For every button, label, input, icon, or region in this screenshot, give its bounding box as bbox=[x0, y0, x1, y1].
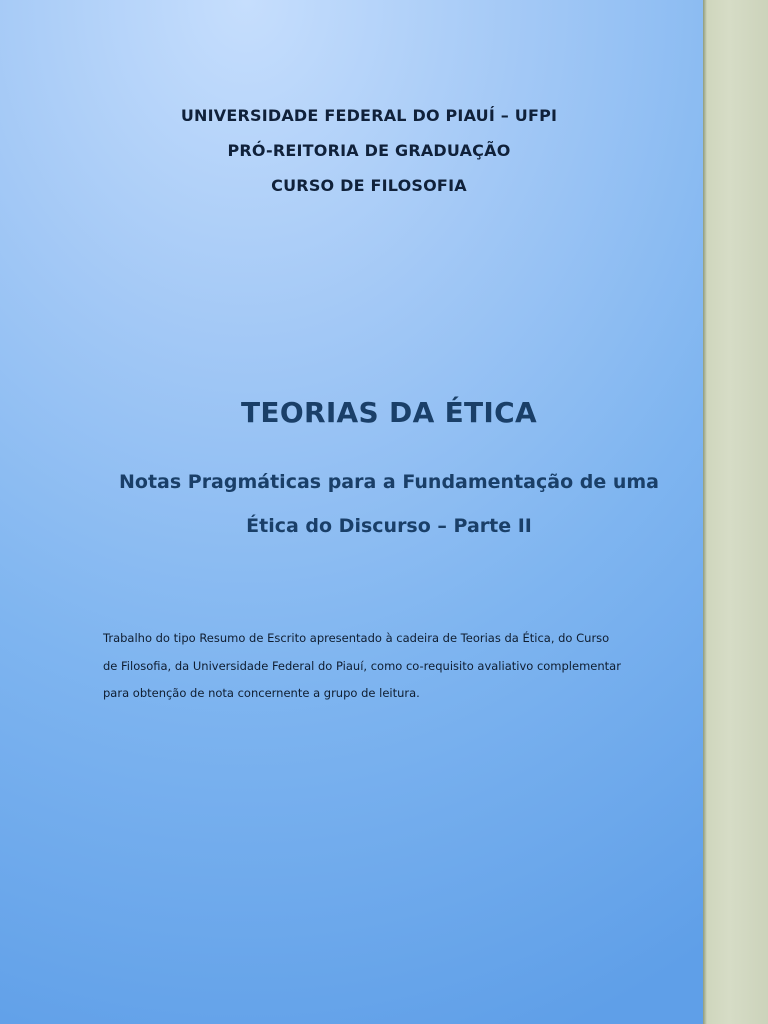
description-line-2: de Filosofia, da Universidade Federal do Piauí, como co-requisito avaliativo complementar bbox=[103, 658, 621, 673]
subtitle-line-2: Ética do Discurso – Parte II bbox=[246, 515, 532, 537]
course-name: CURSO DE FILOSOFIA bbox=[271, 176, 467, 195]
document-title: TEORIAS DA ÉTICA bbox=[241, 396, 537, 429]
subtitle-line-1: Notas Pragmáticas para a Fundamentação de uma bbox=[118, 471, 659, 493]
institution-header bbox=[0, 101, 703, 206]
university-name: UNIVERSIDADE FEDERAL DO PIAUÍ – UFPI bbox=[180, 106, 558, 125]
description-line-3: para obtenção de nota concernente a grupo de leitura. bbox=[103, 686, 420, 700]
page-edge-strip bbox=[703, 0, 768, 1024]
document-subtitle bbox=[0, 460, 703, 548]
department-name: PRÓ-REITORIA DE GRADUAÇÃO bbox=[227, 141, 511, 160]
description-line-1: Trabalho do tipo Resumo de Escrito apresentado à cadeira de Teorias da Ética, do Curso bbox=[103, 631, 610, 645]
work-description bbox=[103, 625, 677, 708]
